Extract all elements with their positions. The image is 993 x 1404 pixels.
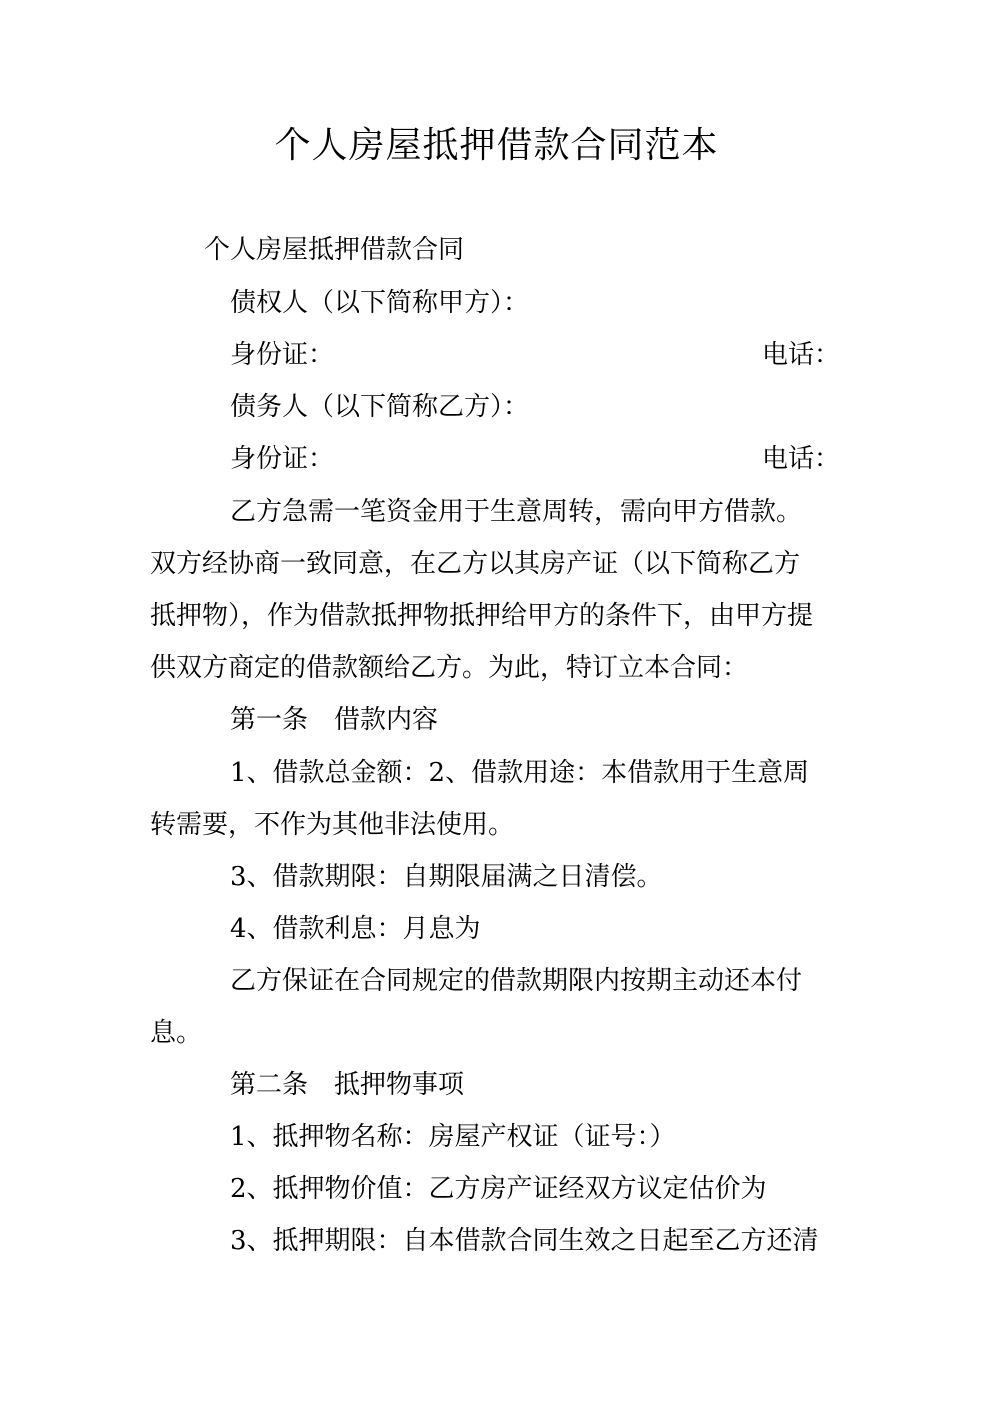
paragraph-line: 息。 bbox=[150, 1018, 203, 1048]
paragraph-line: 1、借款总金额：2、借款用途：本借款用于生意周 bbox=[230, 758, 810, 788]
debtor-phone-label: 电话： bbox=[761, 444, 840, 474]
paragraph-line: 3、借款期限：自期限届满之日清偿。 bbox=[230, 862, 663, 892]
paragraph-line: 3、抵押期限：自本借款合同生效之日起至乙方还清 bbox=[230, 1226, 819, 1256]
contract-heading: 个人房屋抵押借款合同 bbox=[204, 235, 465, 265]
article-1-heading: 第一条 借款内容 bbox=[230, 705, 439, 735]
paragraph-line: 2、抵押物价值：乙方房产证经双方议定估价为 bbox=[230, 1174, 767, 1204]
paragraph-line: 乙方保证在合同规定的借款期限内按期主动还本付 bbox=[230, 966, 803, 996]
creditor-line: 债权人（以下简称甲方）： bbox=[230, 288, 530, 318]
paragraph-line: 抵押物），作为借款抵押物抵押给甲方的条件下，由甲方提 bbox=[150, 601, 814, 631]
debtor-id-row bbox=[150, 441, 870, 477]
paragraph-line: 1、抵押物名称：房屋产权证（证号：） bbox=[230, 1122, 676, 1152]
creditor-id-row bbox=[150, 337, 870, 373]
paragraph-line: 供双方商定的借款额给乙方。为此，特订立本合同： bbox=[150, 653, 749, 683]
debtor-id-label: 身份证： bbox=[230, 444, 335, 474]
debtor-line: 债务人（以下简称乙方）： bbox=[230, 392, 530, 422]
paragraph-line: 转需要，不作为其他非法使用。 bbox=[150, 810, 515, 840]
document-title: 个人房屋抵押借款合同范本 bbox=[274, 125, 719, 166]
paragraph-line: 双方经协商一致同意，在乙方以其房产证（以下简称乙方 bbox=[150, 549, 801, 579]
paragraph-line: 4、借款利息：月息为 bbox=[230, 914, 481, 944]
creditor-id-label: 身份证： bbox=[230, 340, 335, 370]
article-2-heading: 第二条 抵押物事项 bbox=[230, 1070, 465, 1100]
creditor-phone-label: 电话： bbox=[761, 340, 840, 370]
paragraph-line: 乙方急需一笔资金用于生意周转，需向甲方借款。 bbox=[230, 497, 803, 527]
